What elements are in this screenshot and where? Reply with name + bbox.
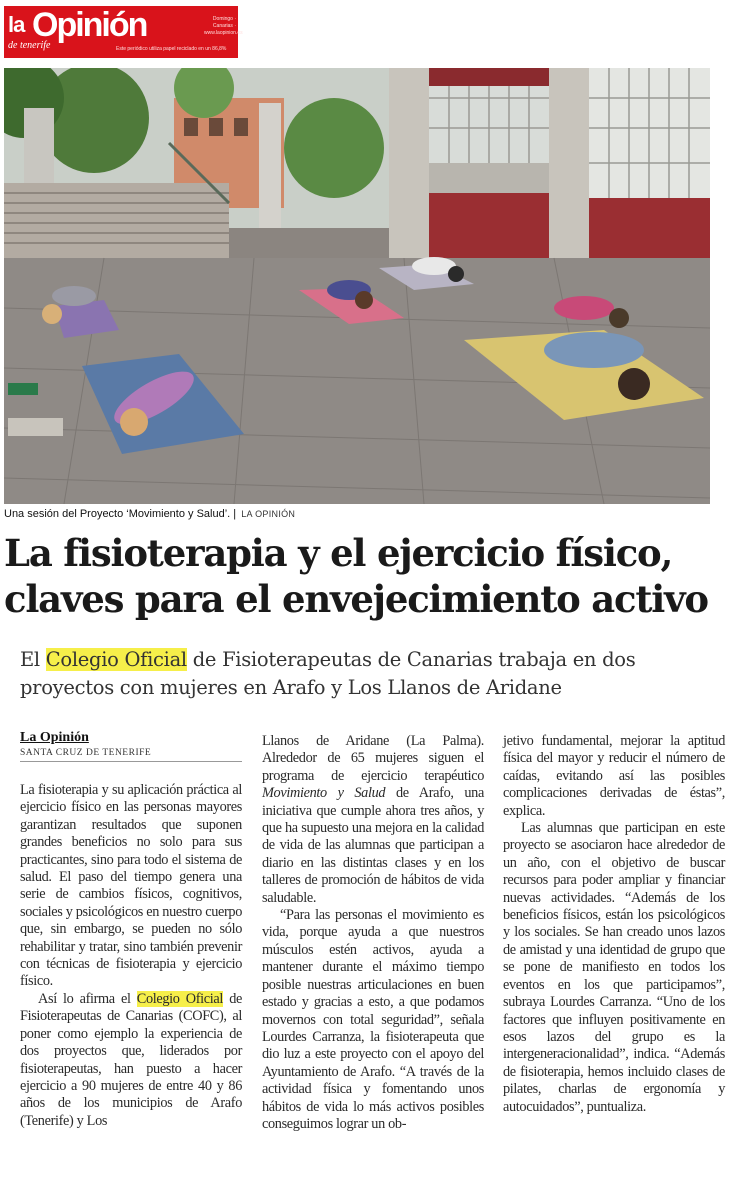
byline <box>20 730 242 762</box>
body-paragraph <box>262 733 484 907</box>
masthead-info: Domingo · Canarias · www.laopinion.es <box>204 16 243 36</box>
caption-text: Una sesión del Proyecto ‘Movimiento y Salud’. <box>4 508 231 520</box>
subhead-highlight: Colegio Oficial <box>45 648 187 671</box>
subhead-post: de Fisioterapeutas de Canarias trabaja en dos proyectos con mujeres en Arafo y Los Llanos de Aridane <box>20 648 636 699</box>
byline-place: SANTA CRUZ DE TENERIFE <box>20 748 242 762</box>
body-paragraph: Las alumnas que participan en este proyecto se asociaron hace alrededor de un año, con el objetivo de buscar recursos para poder ampliar y financiar nuevas actividades. “Además de los beneficios físicos, están los psicológicos y los sociales. Se han creado unos lazos de amistad y una identidad de grupo que se pone de manifiesto en todos los eventos en los que participamos”, subraya Lourdes Carranza. “Uno de los factores que influyen positivamente en esos lazos del grupo es la intergeneracionalidad”, indica. “Además de fisioterapia, hemos incluido clases de pilates, charlas de ergonomía y autocuidados”, puntualiza. <box>503 820 725 1115</box>
photo-illustration <box>4 68 710 504</box>
body-paragraph: La fisioterapia y su aplicación práctica al ejercicio físico en las personas mayores garantizan resultados que suponen grandes beneficios no solo para sus practicantes, sino para todo el sistema de salud. El paso del tiempo genera una serie de cambios físicos, cognitivos, sociales y psicológicos en nuestro cuerpo que, sin embargo, se pueden no sólo rehabilitar y tratar, sino también prevenir con técnicas de fisioterapia y ejercicio físico. <box>20 782 242 990</box>
logo-opinion: Opinión <box>32 6 147 44</box>
body-italic: Movimiento y Salud <box>262 785 386 802</box>
body-column-2 <box>262 733 484 1133</box>
body-column-1 <box>20 782 242 1130</box>
byline-name: La Opinión <box>20 730 89 745</box>
article-subhead <box>20 646 720 702</box>
body-highlight: Colegio Oficial <box>136 990 224 1007</box>
body-column-3 <box>503 733 725 1116</box>
newspaper-masthead <box>4 6 243 58</box>
photo-credit: LA OPINIÓN <box>241 509 296 519</box>
masthead-tagline: Este periódico utiliza papel reciclado en un 86,8% <box>116 46 227 52</box>
headline-line-1: La fisioterapia y el ejercicio físico, <box>4 531 673 575</box>
body-paragraph: jetivo fundamental, mejorar la aptitud física del mayor y reducir el número de caídas, evitando así las posibles complicaciones derivadas de éstas”, explica. <box>503 733 725 819</box>
logo-subtitle: de tenerife <box>8 40 51 51</box>
body-paragraph: “Para las personas el movimiento es vida, porque ayuda a que nuestros músculos estén activos, ayuda a mantener durante el máximo tiempo posible nuestras articulaciones en buen estado y gracias a esto, a que podamos movernos con total seguridad”, señala Lourdes Carranza, la fisioterapeuta que dio luz a este proyecto con el apoyo del Ayuntamiento de Arafo. “A través de la actividad física y fomentando unos hábitos de vida lo más activos posibles conseguimos lograr un ob- <box>262 907 484 1132</box>
article-headline <box>4 530 730 622</box>
subhead-pre: El <box>20 648 46 671</box>
body-text: de Arafo, una iniciativa que cumple ahora tres años, y que ha supuesto una mejora en la calidad de vida de las alumnas que participan a diario en las distintas clases y en los talleres de promoción de hábitos de vida saludable. <box>262 785 484 906</box>
photo-caption: Una sesión del Proyecto ‘Movimiento y Salud’. | LA OPINIÓN <box>4 508 296 520</box>
logo-la: la <box>8 12 25 37</box>
body-paragraph <box>20 991 242 1130</box>
body-text: Así lo afirma el <box>38 990 137 1007</box>
headline-line-2: claves para el envejecimiento activo <box>4 577 708 621</box>
body-text: de Fisioterapeutas de Canarias (COFC), al poner como ejemplo la experiencia de dos proyectos que, liderados por fisioterapeutas, han puesto a hacer ejercicio a 90 mujeres de entre 40 y 86 años de los municipios de Arafo (Tenerife) y Los <box>20 990 242 1129</box>
body-text: Llanos de Aridane (La Palma). Alrededor de 65 mujeres siguen el programa de ejercicio terapéutico <box>262 733 484 784</box>
article-photo <box>4 68 710 504</box>
